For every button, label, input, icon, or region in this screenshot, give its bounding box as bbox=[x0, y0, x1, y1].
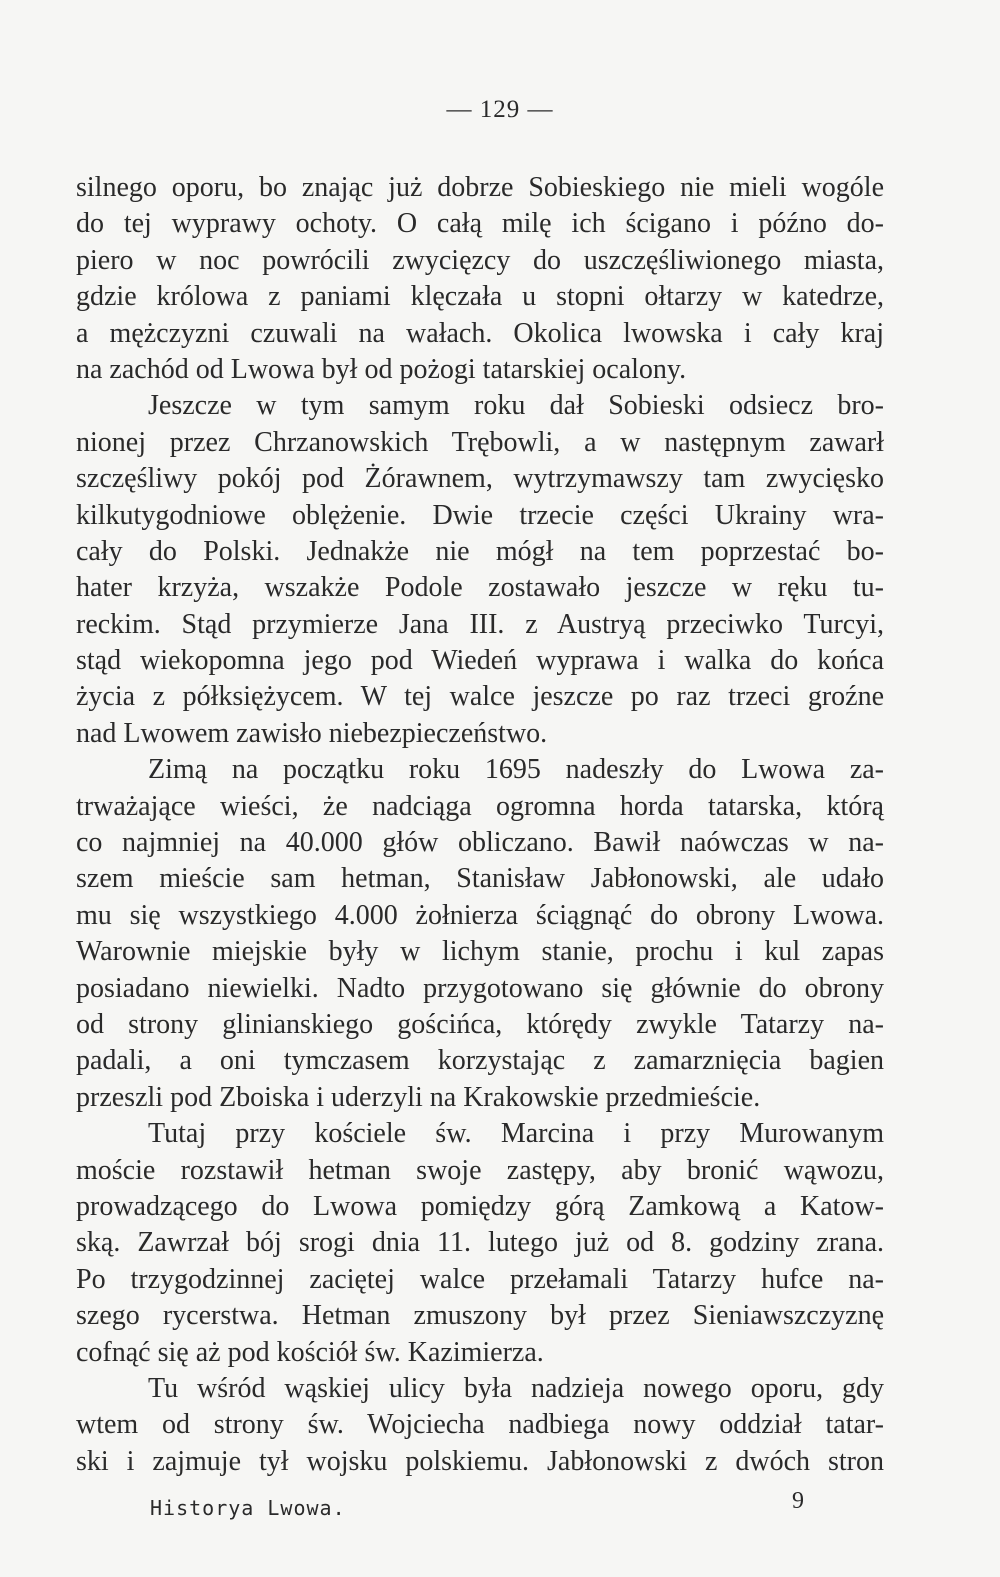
text-line: kilkutygodniowe oblężenie. Dwie trzecie części Ukrainy wra- bbox=[76, 499, 884, 531]
text-line: szem mieście sam hetman, Stanisław Jabłonowski, ale udało bbox=[76, 863, 884, 895]
text-line: wtem od strony św. Wojciecha nadbiega nowy oddział tatar- bbox=[76, 1409, 884, 1441]
text-line: Zimą na początku roku 1695 nadeszły do Lwowa za- bbox=[148, 754, 884, 786]
text-line: trważające wieści, że nadciąga ogromna horda tatarska, którą bbox=[76, 790, 884, 822]
text-line: szczęśliwy pokój pod Żórawnem, wytrzymawszy tam zwycięsko bbox=[76, 463, 884, 495]
text-line: przeszli pod Zboiska i uderzyli na Krakowskie przedmieście. bbox=[76, 1081, 761, 1113]
text-line: stąd wiekopomna jego pod Wiedeń wyprawa i walka do końca bbox=[76, 645, 884, 677]
text-line: nad Lwowem zawisło niebezpieczeństwo. bbox=[76, 717, 548, 749]
text-line: ską. Zawrzał bój srogi dnia 11. lutego już od 8. godziny zrana. bbox=[76, 1227, 884, 1259]
text-line: piero w noc powrócili zwycięzcy do uszczęśliwionego miasta, bbox=[76, 244, 884, 276]
text-line: Tu wśród wąskiej ulicy była nadzieja nowego oporu, gdy bbox=[148, 1372, 884, 1404]
text-line: od strony glinianskiego gościńca, którędy zwykle Tatarzy na- bbox=[76, 1008, 884, 1040]
text-line: reckim. Stąd przymierze Jana III. z Austryą przeciwko Turcyi, bbox=[76, 608, 884, 640]
text-line: mu się wszystkiego 4.000 żołnierza ściągnąć do obrony Lwowa. bbox=[76, 899, 884, 931]
text-line: do tej wyprawy ochoty. O całą milę ich ścigano i późno do- bbox=[76, 208, 884, 240]
text-line: co najmniej na 40.000 głów obliczano. Bawił naówczas w na- bbox=[76, 827, 884, 859]
text-line: nionej przez Chrzanowskich Trębowli, a w następnym zawarł bbox=[76, 426, 884, 458]
text-line: a mężczyzni czuwali na wałach. Okolica lwowska i cały kraj bbox=[76, 317, 884, 349]
text-line: życia z półksiężycem. W tej walce jeszcze po raz trzeci groźne bbox=[76, 681, 884, 713]
text-line: cofnąć się aż pod kościół św. Kazimierza. bbox=[76, 1336, 544, 1368]
text-line: gdzie królowa z paniami klęczała u stopni ołtarzy w katedrze, bbox=[76, 281, 884, 313]
text-line: Tutaj przy kościele św. Marcina i przy Murowanym bbox=[148, 1118, 884, 1150]
text-body bbox=[76, 170, 884, 1480]
text-line: cały do Polski. Jednakże nie mógł na tem poprzestać bo- bbox=[76, 535, 884, 567]
text-line: prowadzącego do Lwowa pomiędzy górą Zamkową a Katow- bbox=[76, 1190, 884, 1222]
page-number: — 129 — bbox=[446, 96, 554, 123]
text-line: Po trzygodzinnej zaciętej walce przełamali Tatarzy hufce na- bbox=[76, 1263, 884, 1295]
text-line: Jeszcze w tym samym roku dał Sobieski odsiecz bro- bbox=[148, 390, 884, 422]
text-line: silnego oporu, bo znając już dobrze Sobieskiego nie mieli wogóle bbox=[76, 172, 884, 203]
text-line: szego rycerstwa. Hetman zmuszony był przez Sieniawszczyznę bbox=[76, 1300, 884, 1332]
signature-mark: 9 bbox=[792, 1488, 804, 1514]
text-line: moście rozstawił hetman swoje zastępy, aby bronić wąwozu, bbox=[76, 1154, 884, 1186]
text-line: na zachód od Lwowa był od pożogi tatarskiej ocalony. bbox=[76, 353, 687, 385]
text-line: hater krzyża, wszakże Podole zostawało jeszcze w ręku tu- bbox=[76, 572, 884, 604]
footer-title: Historya Lwowa. bbox=[150, 1496, 346, 1520]
text-line: padali, a oni tymczasem korzystając z zamarznięcia bagien bbox=[76, 1045, 884, 1077]
text-line: Warownie miejskie były w lichym stanie, prochu i kul zapas bbox=[76, 936, 884, 968]
text-line: posiadano niewielki. Nadto przygotowano się głównie do obrony bbox=[76, 972, 884, 1004]
text-line: ski i zajmuje tył wojsku polskiemu. Jabłonowski z dwóch stron bbox=[76, 1445, 884, 1477]
